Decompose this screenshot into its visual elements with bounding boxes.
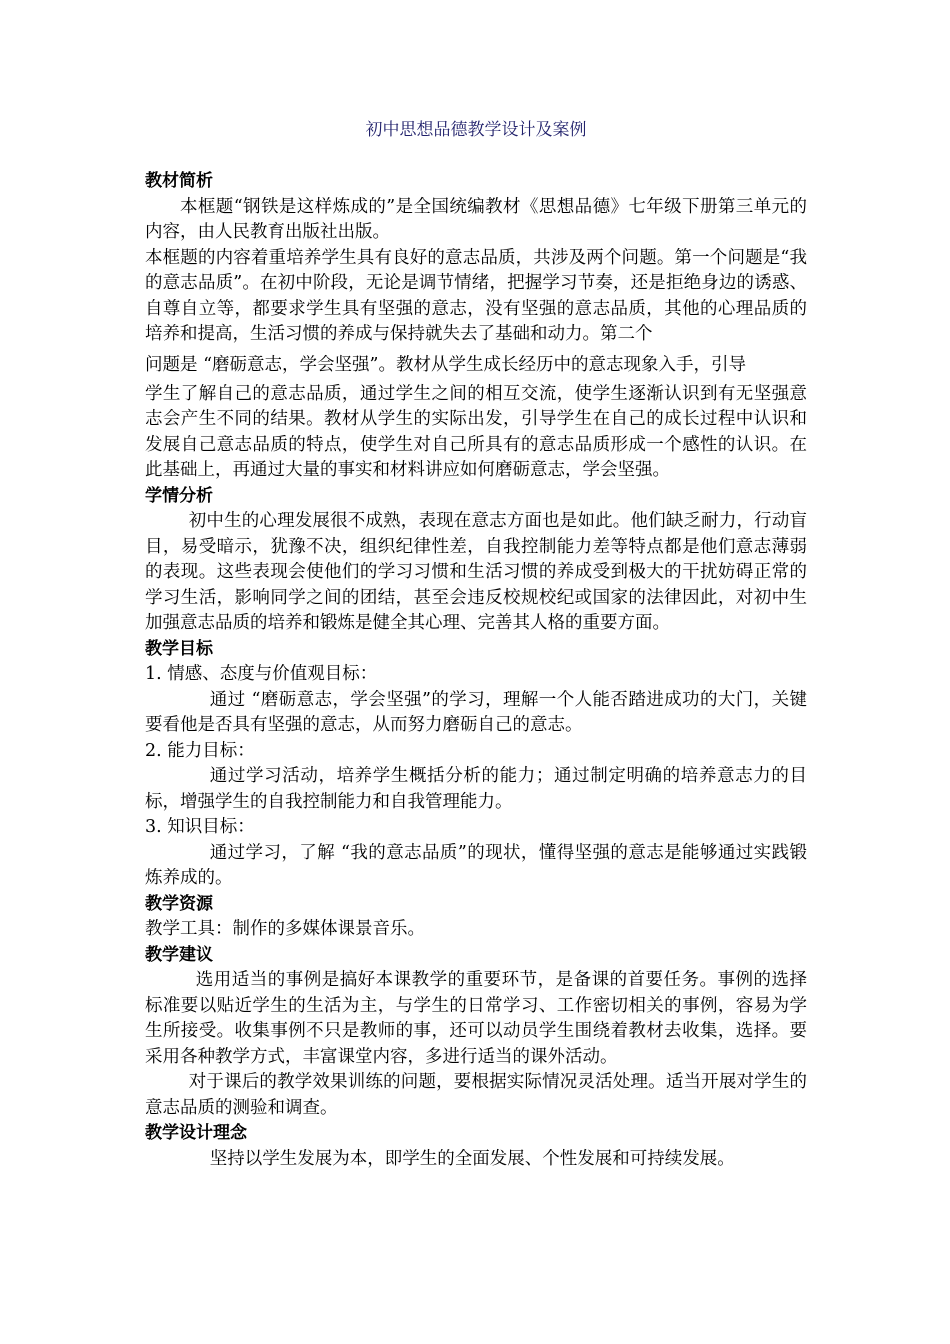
- section-heading-resources: 教学资源: [145, 893, 213, 914]
- resources-paragraph-1: 教学工具：制作的多媒体课景音乐。: [145, 919, 425, 939]
- section-suggestions: [145, 943, 807, 1122]
- section-philosophy: [145, 1121, 807, 1172]
- goal-1-text: 通过 “磨砺意志，学会坚强”的学习，理解一个人能否踏进成功的大门，关键要看他是否具有坚强的意志，从而努力磨砺自己的意志。: [145, 689, 807, 735]
- goal-1-label: 1. 情感、态度与价值观目标：: [145, 664, 378, 684]
- suggestions-paragraph-2: 对于课后的教学效果训练的问题，要根据实际情况灵活处理。适当开展对学生的意志品质的测验和调查。: [145, 1072, 807, 1118]
- students-paragraph-1: 初中生的心理发展很不成熟，表现在意志方面也是如此。他们缺乏耐力，行动盲目，易受暗示，犹豫不决，组织纪律性差，自我控制能力差等特点都是他们意志薄弱的表现。这些表现会使他们的学习习惯和生活习惯的养成受到极大的干扰妨碍正常的学习生活，影响同学之间的团结，甚至会违反校规校纪或国家的法律因此，对初中生加强意志品质的培养和锻炼是健全其心理、完善其人格的重要方面。: [145, 511, 807, 633]
- materials-paragraph-2a: 本框题的内容着重培养学生具有良好的意志品质，共涉及两个问题。第一个问题是“我的意志品质”。在初中阶段，无论是调节情绪，把握学习节奏，还是拒绝身边的诱惑、自尊自立等，都要求学生具有坚强的意志，没有坚强的意志品质，其他的心理品质的培养和提高，生活习惯的养成与保持就失去了基础和动力。第二个: [145, 247, 807, 344]
- section-goals: [145, 637, 807, 892]
- materials-paragraph-1: 本框题“钢铁是这样炼成的”是全国统编教材《思想品德》七年级下册第三单元的内容，由人民教育出版社出版。: [145, 196, 807, 242]
- goal-3-text: 通过学习，了解 “我的意志品质”的现状，懂得坚强的意志是能够通过实践锻炼养成的。: [145, 842, 807, 888]
- section-heading-goals: 教学目标: [145, 638, 213, 659]
- goal-2-text: 通过学习活动，培养学生概括分析的能力；通过制定明确的培养意志力的目标，增强学生的自我控制能力和自我管理能力。: [145, 766, 807, 812]
- materials-paragraph-2c: 学生了解自己的意志品质，通过学生之间的相互交流，使学生逐渐认识到有无坚强意志会产生不同的结果。教材从学生的实际出发，引导学生在自己的成长过程中认识和发展自己意志品质的特点，使学生对自己所具有的意志品质形成一个感性的认识。在此基础上，再通过大量的事实和材料讲应如何磨砺意志，学会坚强。: [145, 383, 807, 480]
- goal-3-label: 3. 知识目标：: [145, 817, 255, 837]
- section-heading-students: 学情分析: [145, 485, 213, 506]
- section-resources: [145, 892, 807, 943]
- section-heading-materials: 教材简析: [145, 171, 213, 191]
- section-materials: [145, 169, 807, 484]
- document-title: 初中思想品德教学设计及案例: [365, 120, 587, 140]
- document-page: [145, 118, 807, 1172]
- suggestions-paragraph-1: 选用适当的事例是搞好本课教学的重要环节，是备课的首要任务。事例的选择标准要以贴近学生的生活为主，与学生的日常学习、工作密切相关的事例，容易为学生所接受。收集事例不只是教师的事，还可以动员学生围绕着教材去收集，选择。要采用各种教学方式，丰富课堂内容，多进行适当的课外活动。: [145, 970, 807, 1067]
- materials-paragraph-2b: 问题是 “磨砺意志，学会坚强”。教材从学生成长经历中的意志现象入手，引导: [145, 354, 746, 375]
- philosophy-paragraph-1: 坚持以学生发展为本，即学生的全面发展、个性发展和可持续发展。: [209, 1148, 735, 1169]
- section-heading-philosophy: 教学设计理念: [145, 1123, 247, 1143]
- section-students: [145, 484, 807, 637]
- section-heading-suggestions: 教学建议: [145, 944, 213, 965]
- goal-2-label: 2. 能力目标：: [145, 740, 255, 761]
